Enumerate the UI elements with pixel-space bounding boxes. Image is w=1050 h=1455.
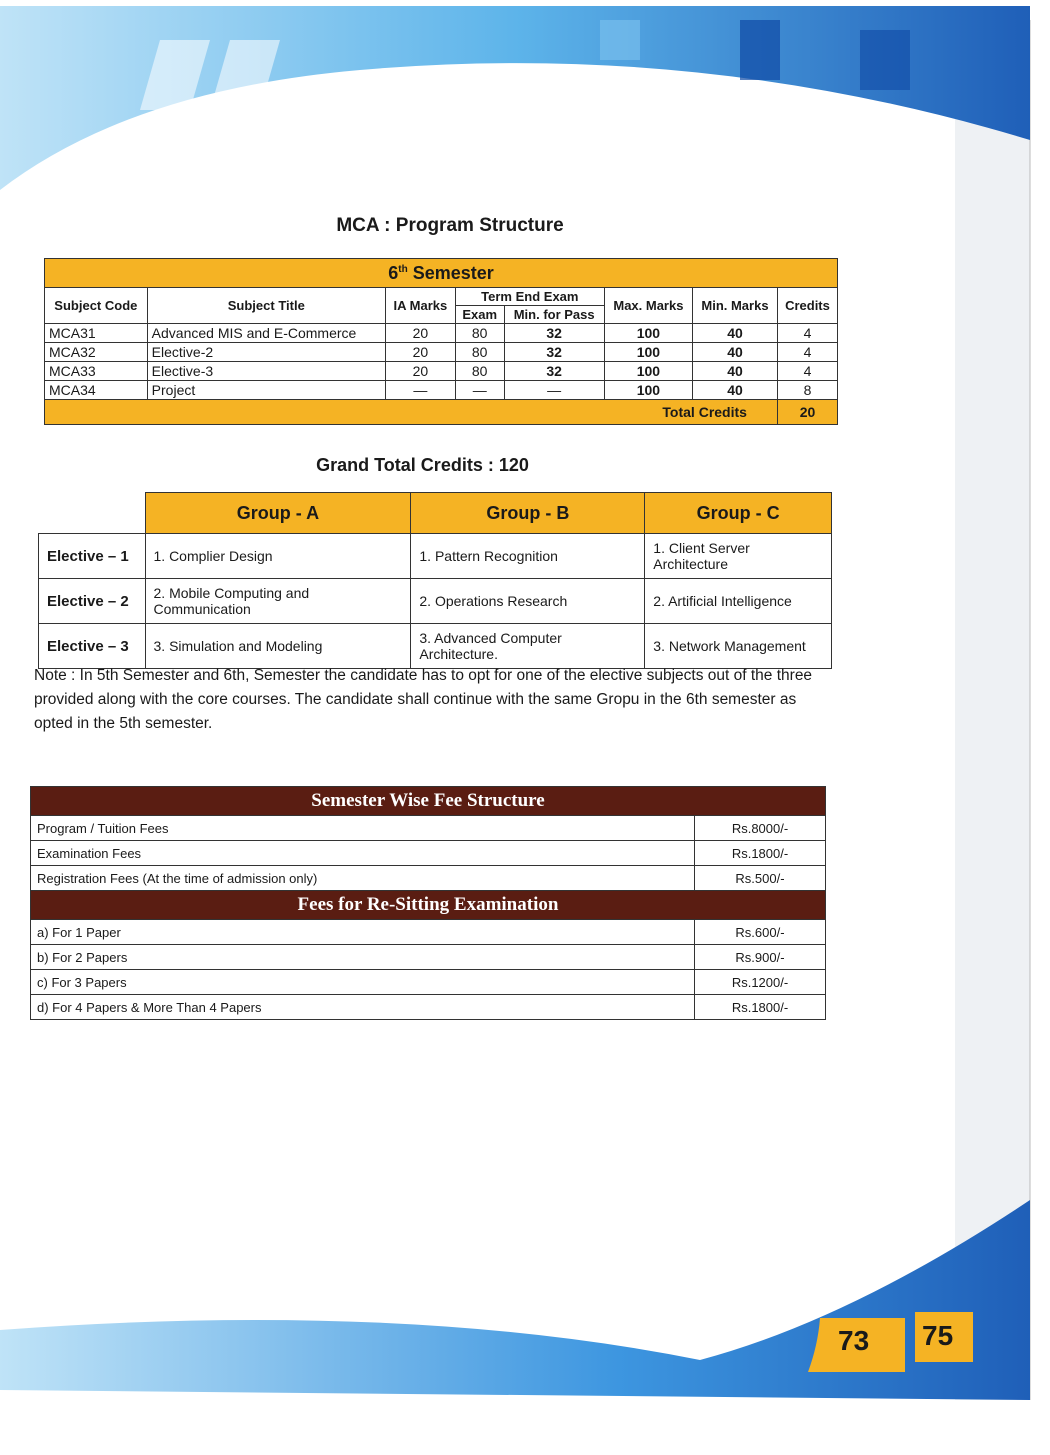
group-a-item: 3. Simulation and Modeling — [145, 624, 411, 669]
group-c-item: 2. Artificial Intelligence — [645, 579, 832, 624]
resit-row — [31, 970, 826, 995]
elective-label: Elective – 1 — [39, 534, 146, 579]
semester-heading: 6th Semester — [45, 259, 838, 288]
grand-total-credits: Grand Total Credits : 120 — [316, 455, 529, 475]
resit-row — [31, 945, 826, 970]
fee-structure-table — [30, 786, 826, 1020]
credits: 4 — [777, 343, 837, 362]
col-term-end-exam: Term End Exam — [455, 288, 604, 306]
subject-title: Elective-2 — [147, 343, 385, 362]
elective-label: Elective – 3 — [39, 624, 146, 669]
col-min-for-pass: Min. for Pass — [504, 306, 604, 324]
subject-code: MCA32 — [45, 343, 148, 362]
table-row — [45, 324, 838, 343]
group-a-item: 2. Mobile Computing and Communication — [145, 579, 411, 624]
ia-marks: — — [385, 381, 455, 400]
page-title: MCA : Program Structure — [336, 215, 564, 236]
total-credits-value: 20 — [777, 400, 837, 425]
semester-table — [44, 258, 838, 425]
subject-code: MCA34 — [45, 381, 148, 400]
total-credits-row — [45, 400, 838, 425]
fee-row — [31, 816, 826, 841]
col-subject-title: Subject Title — [147, 288, 385, 324]
elective-row — [39, 624, 832, 669]
group-b-item: 1. Pattern Recognition — [411, 534, 645, 579]
resit-amount: Rs.900/- — [695, 945, 826, 970]
group-b-item: 2. Operations Research — [411, 579, 645, 624]
group-a-header: Group - A — [145, 493, 411, 534]
resit-row — [31, 995, 826, 1020]
next-page-number: 75 — [922, 1320, 954, 1351]
note-text: Note : In 5th Semester and 6th, Semester the candidate has to opt for one of the elective subjects out of the three provided along with the core courses. The candidate shall continue with the same Gropu in the 6th semester as opted in the 5th semester. — [34, 667, 813, 732]
fee-amount: Rs.8000/- — [695, 816, 826, 841]
fee-amount: Rs.1800/- — [695, 841, 826, 866]
group-c-item: 1. Client Server Architecture — [645, 534, 832, 579]
resit-row — [31, 920, 826, 945]
min-for-pass: — — [504, 381, 604, 400]
subject-code: MCA31 — [45, 324, 148, 343]
elective-label: Elective – 2 — [39, 579, 146, 624]
exam-marks: 80 — [455, 362, 504, 381]
table-row — [45, 343, 838, 362]
max-marks: 100 — [604, 324, 692, 343]
fee-label: Registration Fees (At the time of admission only) — [31, 866, 695, 891]
col-subject-code: Subject Code — [45, 288, 148, 324]
page-number: 73 — [838, 1325, 870, 1356]
exam-marks: 80 — [455, 343, 504, 362]
ia-marks: 20 — [385, 324, 455, 343]
resit-label: c) For 3 Papers — [31, 970, 695, 995]
max-marks: 100 — [604, 362, 692, 381]
ia-marks: 20 — [385, 362, 455, 381]
credits: 4 — [777, 324, 837, 343]
resit-label: b) For 2 Papers — [31, 945, 695, 970]
group-b-item: 3. Advanced Computer Architecture. — [411, 624, 645, 669]
fee-structure-heading: Semester Wise Fee Structure — [31, 787, 826, 816]
table-row — [45, 381, 838, 400]
group-c-item: 3. Network Management — [645, 624, 832, 669]
fee-amount: Rs.500/- — [695, 866, 826, 891]
elective-row — [39, 534, 832, 579]
min-marks: 40 — [693, 343, 778, 362]
fee-row — [31, 866, 826, 891]
max-marks: 100 — [604, 343, 692, 362]
col-credits: Credits — [777, 288, 837, 324]
min-for-pass: 32 — [504, 343, 604, 362]
exam-marks: 80 — [455, 324, 504, 343]
credits: 4 — [777, 362, 837, 381]
subject-title: Elective-3 — [147, 362, 385, 381]
subject-title: Project — [147, 381, 385, 400]
credits: 8 — [777, 381, 837, 400]
col-exam: Exam — [455, 306, 504, 324]
min-marks: 40 — [693, 362, 778, 381]
max-marks: 100 — [604, 381, 692, 400]
table-row — [45, 362, 838, 381]
exam-marks: — — [455, 381, 504, 400]
fee-label: Examination Fees — [31, 841, 695, 866]
resit-fees-heading: Fees for Re-Sitting Examination — [31, 891, 826, 920]
resit-amount: Rs.1200/- — [695, 970, 826, 995]
resit-amount: Rs.600/- — [695, 920, 826, 945]
min-marks: 40 — [693, 381, 778, 400]
fee-row — [31, 841, 826, 866]
subject-title: Advanced MIS and E-Commerce — [147, 324, 385, 343]
blank-corner — [39, 493, 146, 534]
group-c-header: Group - C — [645, 493, 832, 534]
min-for-pass: 32 — [504, 362, 604, 381]
ia-marks: 20 — [385, 343, 455, 362]
elective-groups-table — [38, 492, 832, 669]
min-marks: 40 — [693, 324, 778, 343]
col-max-marks: Max. Marks — [604, 288, 692, 324]
elective-row — [39, 579, 832, 624]
fee-label: Program / Tuition Fees — [31, 816, 695, 841]
col-min-marks: Min. Marks — [693, 288, 778, 324]
resit-label: a) For 1 Paper — [31, 920, 695, 945]
total-credits-label: Total Credits — [45, 400, 778, 425]
min-for-pass: 32 — [504, 324, 604, 343]
subject-code: MCA33 — [45, 362, 148, 381]
resit-amount: Rs.1800/- — [695, 995, 826, 1020]
group-b-header: Group - B — [411, 493, 645, 534]
resit-label: d) For 4 Papers & More Than 4 Papers — [31, 995, 695, 1020]
col-ia-marks: IA Marks — [385, 288, 455, 324]
group-a-item: 1. Complier Design — [145, 534, 411, 579]
